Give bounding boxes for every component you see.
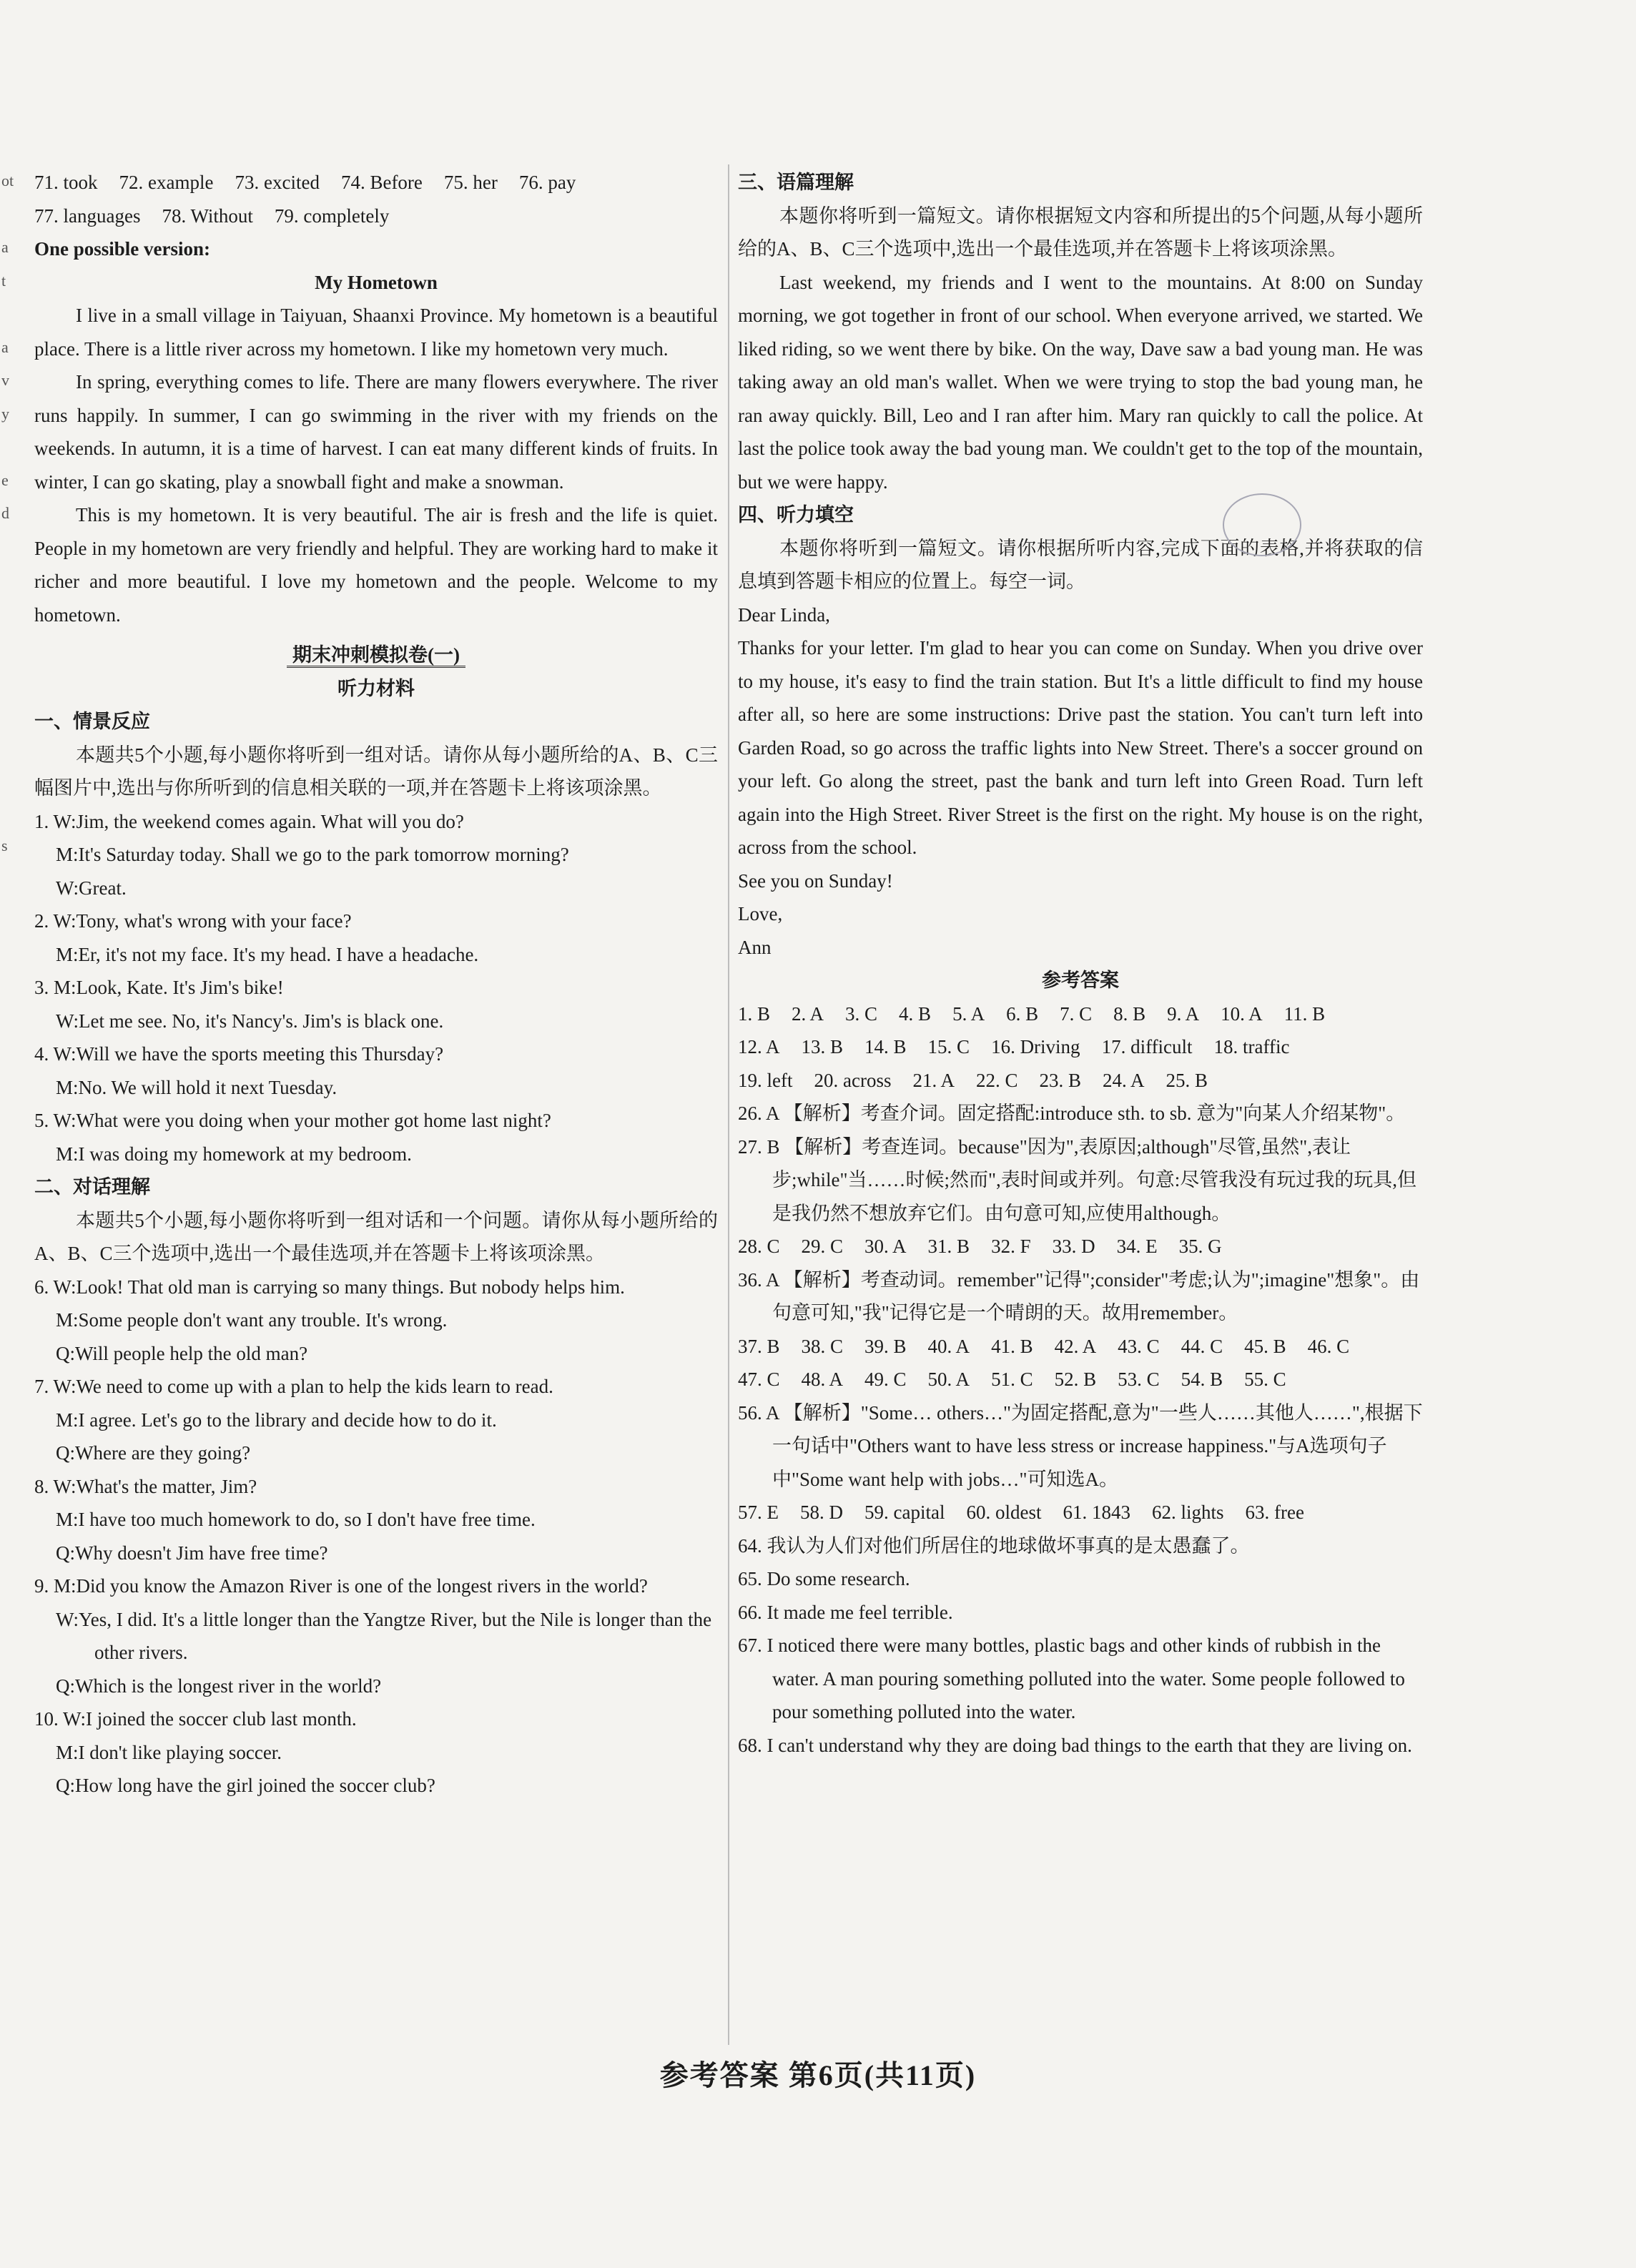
answer-item: 13. B	[801, 1036, 844, 1057]
answer-item: 35. G	[1178, 1236, 1222, 1257]
answer-64: 64. 我认为人们对他们所居住的地球做坏事真的是太愚蠢了。	[738, 1534, 1250, 1557]
answer-item: 15. C	[927, 1036, 970, 1057]
version-label: One possible version:	[34, 238, 211, 260]
answer-item: 32. F	[991, 1236, 1031, 1257]
answers-57-63	[738, 1496, 1423, 1529]
letter-closing-2: Love,	[738, 903, 783, 925]
answer-item: 76. pay	[518, 172, 576, 193]
letter-signature: Ann	[738, 936, 772, 958]
dialogue-line: W:Great.	[56, 877, 127, 899]
right-column	[738, 166, 1423, 1762]
answer-item: 38. C	[801, 1335, 844, 1357]
dialogue-line: M:I have too much homework to do, so I don't have free time.	[56, 1509, 536, 1530]
answer-item: 24. A	[1103, 1069, 1145, 1091]
answers-28-35	[738, 1230, 1423, 1263]
answer-item: 52. B	[1054, 1369, 1097, 1390]
answer-rows-1-25	[738, 997, 1423, 1098]
page-edge-letters	[1, 164, 14, 863]
essay-paragraph-1: I live in a small village in Taiyuan, Shaanxi Province. My hometown is a beautiful place. There is a little river across my hometown. I like my hometown very much.	[34, 305, 718, 360]
answer-item: 58. D	[800, 1502, 843, 1523]
dialogue-line: M:No. We will hold it next Tuesday.	[56, 1076, 337, 1098]
answer-item: 63. free	[1245, 1502, 1304, 1523]
answer-item: 60. oldest	[966, 1502, 1042, 1523]
edge-letter	[1, 696, 14, 730]
section-1-dialogues	[34, 805, 718, 1171]
section-3-passage: Last weekend, my friends and I went to the mountains. At 8:00 on Sunday morning, we got together in front of our school. When everyone arrived, we started. We liked riding, so we went there by bike. On the way, Dave saw a bad young man. He was taking away an old man's wallet. When we were trying to stop the bad young man, he ran away quickly. Bill, Leo and I ran after him. Mary ran quickly to call the police. At last the police took away the bad young man. We couldn't get to the top of the mountain, but we were happy.	[738, 271, 1423, 493]
answer-row	[738, 1030, 1423, 1064]
essay-paragraph-3: This is my hometown. It is very beautiful. The air is fresh and the life is quiet. People in my hometown are very friendly and helpful. They are working hard to make it richer and more beautiful. I love my hometown and the people. Welcome to my hometown.	[34, 504, 718, 626]
answer-65: 65. Do some research.	[738, 1568, 910, 1589]
edge-letter	[1, 730, 14, 764]
essay-title: My Hometown	[315, 271, 438, 293]
answer-27: 27. B 【解析】考查连词。because"因为",表原因;although"尽管,虽然",表让步;while"当……时候;然而",表时间或并列。句意:尽管我没有玩过我的玩具,但是我仍然不想放弃它们。由句意可知,应使用although。	[738, 1135, 1417, 1224]
answer-item: 14. B	[864, 1036, 907, 1057]
edge-letter: t	[1, 271, 6, 290]
answer-item: 49. C	[864, 1369, 907, 1390]
answer-item: 4. B	[899, 1002, 932, 1025]
dialogue-line: Q:Why doesn't Jim have free time?	[56, 1542, 328, 1564]
section-4-intro: 本题你将听到一篇短文。请你根据所听内容,完成下面的表格,并将获取的信息填到答题卡相应的位置上。每空一词。	[738, 537, 1423, 592]
answers-title: 参考答案	[1042, 970, 1119, 991]
answer-item: 79. completely	[274, 204, 390, 227]
answer-item: 3. C	[845, 1002, 878, 1025]
faint-stamp	[1223, 493, 1301, 556]
answer-row	[738, 997, 1423, 1031]
answers-37-46	[738, 1330, 1423, 1364]
edge-letter	[1, 630, 14, 664]
dialogue-line-numbered: 4. W:Will we have the sports meeting this Thursday?	[34, 1043, 444, 1065]
dialogue-line-numbered: 6. W:Look! That old man is carrying so many things. But nobody helps him.	[34, 1276, 625, 1298]
answer-item: 6. B	[1006, 1002, 1039, 1025]
dialogue-line: Q:Will people help the old man?	[56, 1342, 308, 1364]
answer-item: 39. B	[864, 1335, 907, 1357]
dialogue-line-numbered: 8. W:What's the matter, Jim?	[34, 1475, 257, 1497]
answer-item: 45. B	[1244, 1335, 1286, 1357]
answer-item: 10. A	[1221, 1002, 1263, 1025]
answer-item: 54. B	[1181, 1369, 1223, 1390]
section-2-intro: 本题共5个小题,每小题你将听到一组对话和一个问题。请你从每小题所给的A、B、C三个选项中,选出一个最佳选项,并在答题卡上将该项涂黑。	[34, 1209, 718, 1264]
answer-item: 61. 1843	[1063, 1502, 1130, 1523]
dialogue-line: M:Er, it's not my face. It's my head. I have a headache.	[56, 943, 479, 965]
edge-letter: e	[1, 470, 9, 489]
edge-letter: y	[1, 404, 9, 423]
answer-item: 17. difficult	[1101, 1036, 1193, 1057]
left-column	[34, 166, 718, 1803]
answer-item: 22. C	[975, 1069, 1018, 1091]
dialogue-line: M:I agree. Let's go to the library and decide how to do it.	[56, 1409, 497, 1431]
answer-item: 30. A	[864, 1236, 907, 1257]
answer-item: 43. C	[1118, 1335, 1160, 1357]
answer-item: 16. Driving	[991, 1036, 1080, 1057]
answer-item: 74. Before	[340, 172, 423, 193]
answer-item: 5. A	[952, 1002, 985, 1025]
essay-paragraph-2: In spring, everything comes to life. There are many flowers everywhere. The river runs happily. In summer, I can go swimming in the river with my friends on the weekends. In autumn, it is a time of harvest. I can eat many different kinds of fruits. In winter, I can go skating, play a snowball fight and make a snowman.	[34, 371, 718, 493]
dialogue-line-numbered: 1. W:Jim, the weekend comes again. What will you do?	[34, 810, 464, 832]
answer-item: 57. E	[738, 1502, 779, 1523]
edge-letter: v	[1, 371, 9, 389]
answer-item: 40. A	[927, 1335, 970, 1357]
edge-letter: d	[1, 504, 9, 522]
answer-item: 8. B	[1113, 1002, 1146, 1025]
answers-77-79	[34, 199, 718, 233]
edge-letter: ot	[1, 172, 14, 189]
answer-item: 19. left	[738, 1069, 793, 1091]
section-3-title: 三、语篇理解	[738, 172, 854, 193]
answer-item: 31. B	[927, 1236, 970, 1257]
answer-item: 55. C	[1244, 1369, 1286, 1390]
dialogue-line-numbered: 2. W:Tony, what's wrong with your face?	[34, 910, 352, 932]
section-2-title: 二、对话理解	[34, 1176, 150, 1198]
answer-item: 2. A	[792, 1002, 824, 1025]
answer-67: 67. I noticed there were many bottles, plastic bags and other kinds of rubbish in the water. A man pouring something polluted into the water. Some people followed to pour something polluted into the water.	[738, 1635, 1405, 1722]
edge-letter: a	[1, 337, 9, 356]
section-1-intro: 本题共5个小题,每小题你将听到一组对话。请你从每小题所给的A、B、C三幅图片中,选出与你所听到的信息相关联的一项,并在答题卡上将该项涂黑。	[34, 744, 718, 799]
answer-item: 47. C	[738, 1369, 780, 1390]
answer-item: 11. B	[1283, 1002, 1326, 1025]
section-3-intro: 本题你将听到一篇短文。请你根据短文内容和所提出的5个问题,从每小题所给的A、B、C三个选项中,选出一个最佳选项,并在答题卡上将该项涂黑。	[738, 204, 1423, 260]
answer-item: 59. capital	[864, 1502, 945, 1523]
dialogue-line-numbered: 3. M:Look, Kate. It's Jim's bike!	[34, 977, 284, 998]
answer-item: 29. C	[801, 1236, 844, 1257]
answer-item: 23. B	[1039, 1069, 1082, 1091]
answer-item: 51. C	[991, 1369, 1033, 1390]
answer-item: 72. example	[119, 172, 214, 193]
edge-letter	[1, 563, 14, 597]
answers-47-55	[738, 1363, 1423, 1396]
answer-item: 71. took	[34, 172, 98, 193]
dialogue-line: W:Let me see. No, it's Nancy's. Jim's is black one.	[56, 1010, 444, 1032]
answer-item: 18. traffic	[1213, 1036, 1290, 1057]
dialogue-line: Q:Where are they going?	[56, 1442, 251, 1464]
page-footer: 参考答案 第6页(共11页)	[659, 2059, 977, 2091]
answers-71-76	[34, 166, 718, 199]
section-2-dialogues	[34, 1271, 718, 1803]
answer-item: 48. A	[801, 1369, 844, 1390]
edge-letter	[1, 430, 14, 464]
dialogue-line-numbered: 5. W:What were you doing when your mother got home last night?	[34, 1110, 551, 1131]
dialogue-line-numbered: 10. W:I joined the soccer club last month.	[34, 1708, 357, 1730]
dialogue-line: M:It's Saturday today. Shall we go to the park tomorrow morning?	[56, 844, 569, 865]
answer-item: 21. A	[912, 1069, 955, 1091]
answer-item: 53. C	[1118, 1369, 1160, 1390]
answer-36: 36. A 【解析】考查动词。remember"记得";consider"考虑;认为";imagine"想象"。由句意可知,"我"记得它是一个晴朗的天。故用remember。	[738, 1268, 1420, 1323]
answer-item: 34. E	[1116, 1236, 1158, 1257]
section-4-title: 四、听力填空	[738, 504, 854, 526]
dialogue-line: W:Yes, I did. It's a little longer than the Yangtze River, but the Nile is longer than the other rivers.	[56, 1608, 712, 1663]
dialogue-line: M:I was doing my homework at my bedroom.	[56, 1143, 412, 1165]
answer-item: 78. Without	[162, 204, 253, 227]
answer-26: 26. A 【解析】考查介词。固定搭配:introduce sth. to sb. 意为"向某人介绍某物"。	[738, 1103, 1406, 1124]
edge-letter	[1, 763, 14, 797]
answer-66: 66. It made me feel terrible.	[738, 1601, 953, 1623]
answer-item: 9. A	[1167, 1002, 1200, 1025]
dialogue-line-numbered: 7. W:We need to come up with a plan to help the kids learn to read.	[34, 1376, 553, 1397]
edge-letter	[1, 198, 14, 232]
answer-item: 50. A	[927, 1369, 970, 1390]
answer-item: 42. A	[1054, 1335, 1097, 1357]
answer-item: 25. B	[1166, 1069, 1208, 1091]
answer-item: 62. lights	[1151, 1502, 1224, 1523]
letter-body: Thanks for your letter. I'm glad to hear you can come on Sunday. When you drive over to my house, it's easy to find the train station. But It's a little difficult to find my house after all, so here are some instructions: Drive past the station. You can't turn left into Garden Road, so go across the traffic lights into New Street. There's a soccer ground on your left. Go along the street, past the bank and turn left into Green Road. Turn left again into the High Street. River Street is the first on the right. My house is on the right, across from the school.	[738, 637, 1423, 858]
column-divider	[728, 164, 729, 2045]
answer-item: 37. B	[738, 1335, 780, 1357]
exam-title: 期末冲刺模拟卷(一)	[34, 639, 718, 672]
answer-item: 77. languages	[34, 204, 141, 227]
edge-letter: s	[1, 837, 8, 854]
edge-letter	[1, 297, 14, 331]
answer-row	[738, 1064, 1423, 1098]
answer-item: 41. B	[991, 1335, 1033, 1357]
answer-item: 33. D	[1052, 1236, 1095, 1257]
answer-item: 7. C	[1060, 1002, 1093, 1025]
edge-letter: a	[1, 238, 9, 256]
section-1-title: 一、情景反应	[34, 711, 150, 732]
answer-item: 75. her	[443, 172, 498, 193]
answer-item: 1. B	[738, 1002, 771, 1025]
answer-item: 73. excited	[235, 172, 320, 193]
answer-item: 44. C	[1181, 1335, 1223, 1357]
listening-title: 听力材料	[337, 677, 415, 699]
letter-greeting: Dear Linda,	[738, 603, 830, 626]
answer-68: 68. I can't understand why they are doing bad things to the earth that they are living on.	[738, 1734, 1412, 1756]
dialogue-line: Q:Which is the longest river in the world?	[56, 1675, 382, 1697]
edge-letter	[1, 597, 14, 631]
answer-item: 12. A	[738, 1036, 780, 1057]
edge-letter	[1, 664, 14, 697]
answer-item: 20. across	[814, 1069, 892, 1091]
answer-item: 28. C	[738, 1236, 780, 1257]
letter-closing-1: See you on Sunday!	[738, 869, 893, 892]
dialogue-line: M:Some people don't want any trouble. It's wrong.	[56, 1309, 448, 1331]
edge-letter	[1, 531, 14, 564]
dialogue-line: M:I don't like playing soccer.	[56, 1741, 282, 1763]
answer-56: 56. A 【解析】"Some… others…"为固定搭配,意为"一些人……其他人……",根据下一句话中"Others want to have less stress or increase happiness."与A选项句子中"Some want help with jobs…"可知选A。	[738, 1401, 1423, 1490]
answer-item: 46. C	[1307, 1335, 1350, 1357]
dialogue-line-numbered: 9. M:Did you know the Amazon River is one of the longest rivers in the world?	[34, 1575, 648, 1597]
edge-letter	[1, 797, 14, 830]
dialogue-line: Q:How long have the girl joined the soccer club?	[56, 1775, 435, 1796]
